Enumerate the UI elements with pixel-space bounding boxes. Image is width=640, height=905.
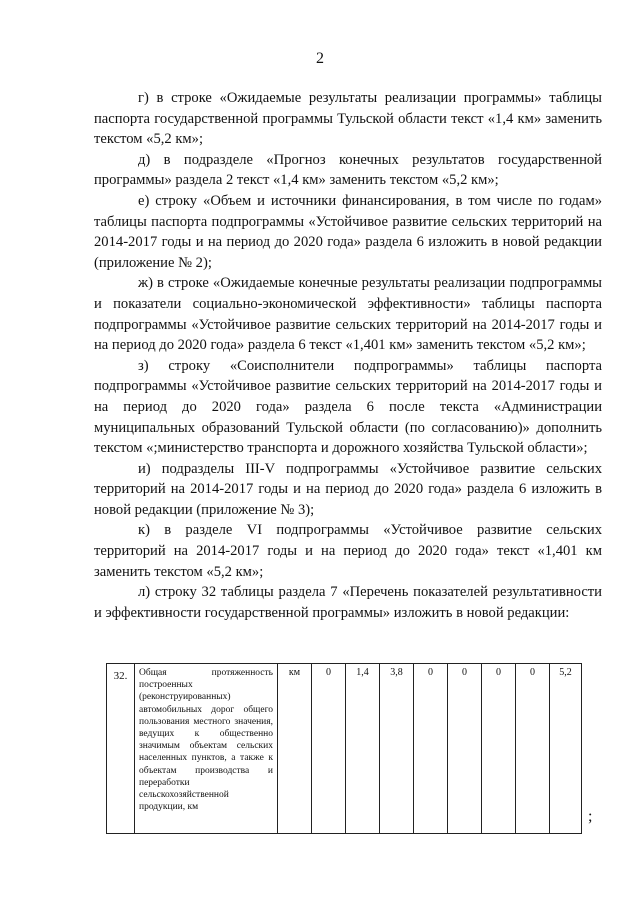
trailing-semicolon: ; [588, 808, 593, 825]
paragraph-g: г) в строке «Ожидаемые результаты реализации программы» таблицы паспорта государственной программы Тульской области текст «1,4 км» заменить текстом «5,2 км»; [94, 90, 602, 148]
value-cell: 0 [482, 664, 516, 834]
value-cell: 1,4 [346, 664, 380, 834]
value-cell: 0 [414, 664, 448, 834]
indicator-table [106, 663, 582, 834]
indicator-name-cell: Общая протяженность построенных (реконструированных) автомобильных дорог общего пользования местного значения, ведущих к общественно значимым объектам сельских населенных пунктов, а также к объектам производства и переработки сельскохозяйственной продукции, км [135, 664, 278, 834]
value-cell: 0 [312, 664, 346, 834]
paragraph-k: к) в разделе VI подпрограммы «Устойчивое развитие сельских территорий на 2014-2017 годы и на период до 2020 года» текст «1,401 км заменить текстом «5,2 км»; [94, 522, 602, 580]
paragraph-zh: ж) в строке «Ожидаемые конечные результаты реализации подпрограммы и показатели социально-экономической эффективности» таблицы паспорта подпрограммы «Устойчивое развитие сельских территорий на 2014-2017 годы и на период до 2020 года» раздела 6 текст «1,401 км» заменить текстом «5,2 км»; [94, 275, 602, 354]
paragraph-e: е) строку «Объем и источники финансирования, в том числе по годам» таблицы паспорта подпрограммы «Устойчивое развитие сельских территорий на 2014-2017 годы и на период до 2020 года» раздела 6 изложить в новой редакции (приложение № 2); [94, 192, 602, 271]
page-number: 2 [316, 50, 324, 67]
row-number-cell: 32. [107, 664, 135, 834]
table-row [107, 664, 582, 834]
value-cell: 3,8 [380, 664, 414, 834]
paragraph-z: з) строку «Соисполнители подпрограммы» таблицы паспорта подпрограммы «Устойчивое развитие сельских территорий на 2014-2017 годы и на период до 2020 года» раздела 6 после текста «Администрации муниципальных образований Тульской области (по согласованию)» дополнить текстом «;министерство транспорта и дорожного хозяйства Тульской области»; [94, 357, 602, 457]
value-cell: 0 [448, 664, 482, 834]
value-cell: 5,2 [550, 664, 582, 834]
paragraph-d: д) в подразделе «Прогноз конечных результатов государственной программы» раздела 2 текст «1,4 км» заменить текстом «5,2 км»; [94, 151, 602, 189]
paragraph-i: и) подразделы III-V подпрограммы «Устойчивое развитие сельских территорий на 2014-2017 годы и на период до 2020 года» раздела 6 изложить в новой редакции (приложение № 3); [94, 460, 602, 518]
document-body [94, 88, 602, 623]
paragraph-l: л) строку 32 таблицы раздела 7 «Перечень показателей результативности и эффективности государственной программы» изложить в новой редакции: [94, 584, 602, 621]
unit-cell: км [278, 664, 312, 834]
value-cell: 0 [516, 664, 550, 834]
